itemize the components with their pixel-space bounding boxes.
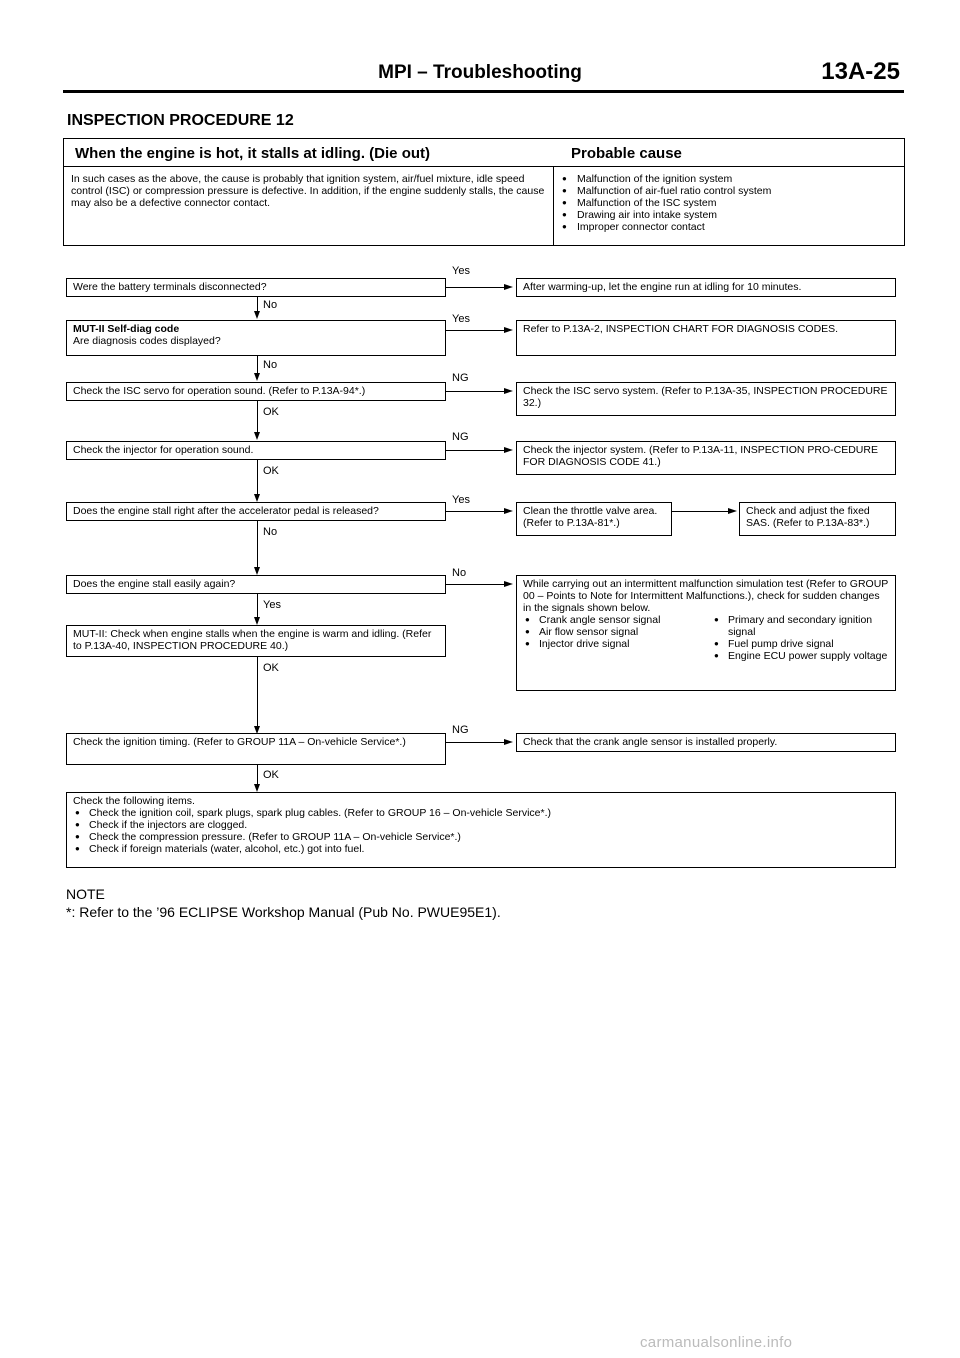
cause-item: ● Malfunction of air-fuel ratio control system: [561, 185, 891, 197]
final-check-box: [66, 792, 896, 868]
final-check-item: ● Check if the injectors are clogged.: [73, 819, 889, 831]
ng-label: NG: [452, 372, 469, 384]
note-title: NOTE: [66, 886, 105, 902]
final-check-item: ● Check the compression pressure. (Refer to GROUP 11A – On-vehicle Service*.): [73, 831, 889, 843]
signal-item: ● Injector drive signal: [523, 638, 712, 650]
arrow-right-icon: [504, 284, 513, 290]
yes-label: Yes: [452, 265, 470, 277]
step8-ng-box: Check that the crank angle sensor is installed properly.: [516, 733, 896, 752]
no-label: No: [263, 526, 278, 538]
ok-label: OK: [263, 662, 279, 674]
arrow-right-icon: [504, 739, 513, 745]
arrow-right-icon: [504, 388, 513, 394]
step2-yes-box: Refer to P.13A-2, INSPECTION CHART FOR DIAGNOSIS CODES.: [516, 320, 896, 356]
signal-list-2: [712, 614, 889, 662]
header-rule: [63, 90, 904, 93]
signal-item: ● Engine ECU power supply voltage: [712, 650, 889, 662]
arrow-down-icon: [254, 432, 260, 440]
step6-no-box: [516, 575, 896, 691]
cause-item: ● Improper connector contact: [561, 221, 891, 233]
step3-box: Check the ISC servo for operation sound. (Refer to P.13A-94*.): [66, 382, 446, 401]
cause-item: ● Malfunction of the ignition system: [561, 173, 891, 185]
arrow-down-icon: [254, 311, 260, 319]
section-title: MPI – Troubleshooting: [378, 62, 582, 83]
final-check-item: ● Check if foreign materials (water, alcohol, etc.) got into fuel.: [73, 843, 889, 855]
simulation-test-intro: While carrying out an intermittent malfunction simulation test (Refer to GROUP 00 – Points to Note for Intermittent Malfunctions.), check for sudden changes in the signals shown below.: [523, 578, 889, 614]
final-check-list: [73, 807, 889, 855]
arrow-down-icon: [254, 617, 260, 625]
final-check-item: ● Check the ignition coil, spark plugs, spark plug cables. (Refer to GROUP 16 – On-vehicle Service*.): [73, 807, 889, 819]
no-label: No: [452, 567, 467, 579]
step5-yes-box-a: Clean the throttle valve area. (Refer to P.13A-81*.): [516, 502, 672, 536]
step6-box: Does the engine stall easily again?: [66, 575, 446, 594]
arrow-down-icon: [254, 494, 260, 502]
final-check-title: Check the following items.: [73, 795, 195, 807]
no-label: No: [263, 359, 278, 371]
arrow-right-icon: [504, 447, 513, 453]
step5-box: Does the engine stall right after the accelerator pedal is released?: [66, 502, 446, 521]
arrow-right-icon: [504, 508, 513, 514]
step7-box: MUT-II: Check when engine stalls when the engine is warm and idling. (Refer to P.13A-40, INSPECTION PROCEDURE 40.): [66, 625, 446, 657]
probable-cause-list: [561, 173, 891, 233]
arrow-down-icon: [254, 784, 260, 792]
ok-label: OK: [263, 769, 279, 781]
probable-cause-heading: Probable cause: [571, 145, 682, 162]
signal-item: ● Crank angle sensor signal: [523, 614, 712, 626]
yes-label: Yes: [452, 494, 470, 506]
step1-box: Were the battery terminals disconnected?: [66, 278, 446, 297]
yes-label: Yes: [452, 313, 470, 325]
cause-item: ● Malfunction of the ISC system: [561, 197, 891, 209]
signal-item: ● Primary and secondary ignition signal: [712, 614, 889, 638]
symptom-description: In such cases as the above, the cause is probably that ignition system, air/fuel mixture, idle speed control (ISC) or compression pressure is defective. In addition, if the engine suddenly stalls, the cause may also be a defective connector contact.: [71, 173, 545, 209]
step3-ng-box: Check the ISC servo system. (Refer to P.13A-35, INSPECTION PROCEDURE 32.): [516, 382, 896, 416]
signal-list-1: [523, 614, 712, 662]
symptom-heading: When the engine is hot, it stalls at idling. (Die out): [75, 145, 431, 162]
step4-ng-box: Check the injector system. (Refer to P.13A-11, INSPECTION PRO-CEDURE FOR DIAGNOSIS CODE 41.): [516, 441, 896, 475]
ng-label: NG: [452, 431, 469, 443]
symptom-table: [63, 138, 905, 246]
step4-box: Check the injector for operation sound.: [66, 441, 446, 460]
arrow-right-icon: [728, 508, 737, 514]
no-label: No: [263, 299, 278, 311]
cause-item: ● Drawing air into intake system: [561, 209, 891, 221]
ok-label: OK: [263, 465, 279, 477]
signal-item: ● Air flow sensor signal: [523, 626, 712, 638]
step8-box: Check the ignition timing. (Refer to GROUP 11A – On-vehicle Service*.): [66, 733, 446, 765]
step2-title: MUT-II Self-diag code: [73, 323, 180, 335]
signal-item: ● Fuel pump drive signal: [712, 638, 889, 650]
page-number: 13A-25: [821, 58, 900, 85]
step2-question: Are diagnosis codes displayed?: [73, 335, 221, 347]
watermark: carmanualsonline.info: [640, 1334, 793, 1351]
arrow-right-icon: [504, 581, 513, 587]
procedure-title: INSPECTION PROCEDURE 12: [67, 112, 294, 129]
arrow-right-icon: [504, 327, 513, 333]
arrow-down-icon: [254, 373, 260, 381]
step5-yes-box-b: Check and adjust the fixed SAS. (Refer to P.13A-83*.): [739, 502, 896, 536]
ok-label: OK: [263, 406, 279, 418]
ng-label: NG: [452, 724, 469, 736]
note-text: *: Refer to the ’96 ECLIPSE Workshop Manual (Pub No. PWUE95E1).: [66, 904, 501, 920]
step2-box: [66, 320, 446, 356]
yes-label: Yes: [263, 599, 281, 611]
arrow-down-icon: [254, 567, 260, 575]
step1-yes-box: After warming-up, let the engine run at idling for 10 minutes.: [516, 278, 896, 297]
